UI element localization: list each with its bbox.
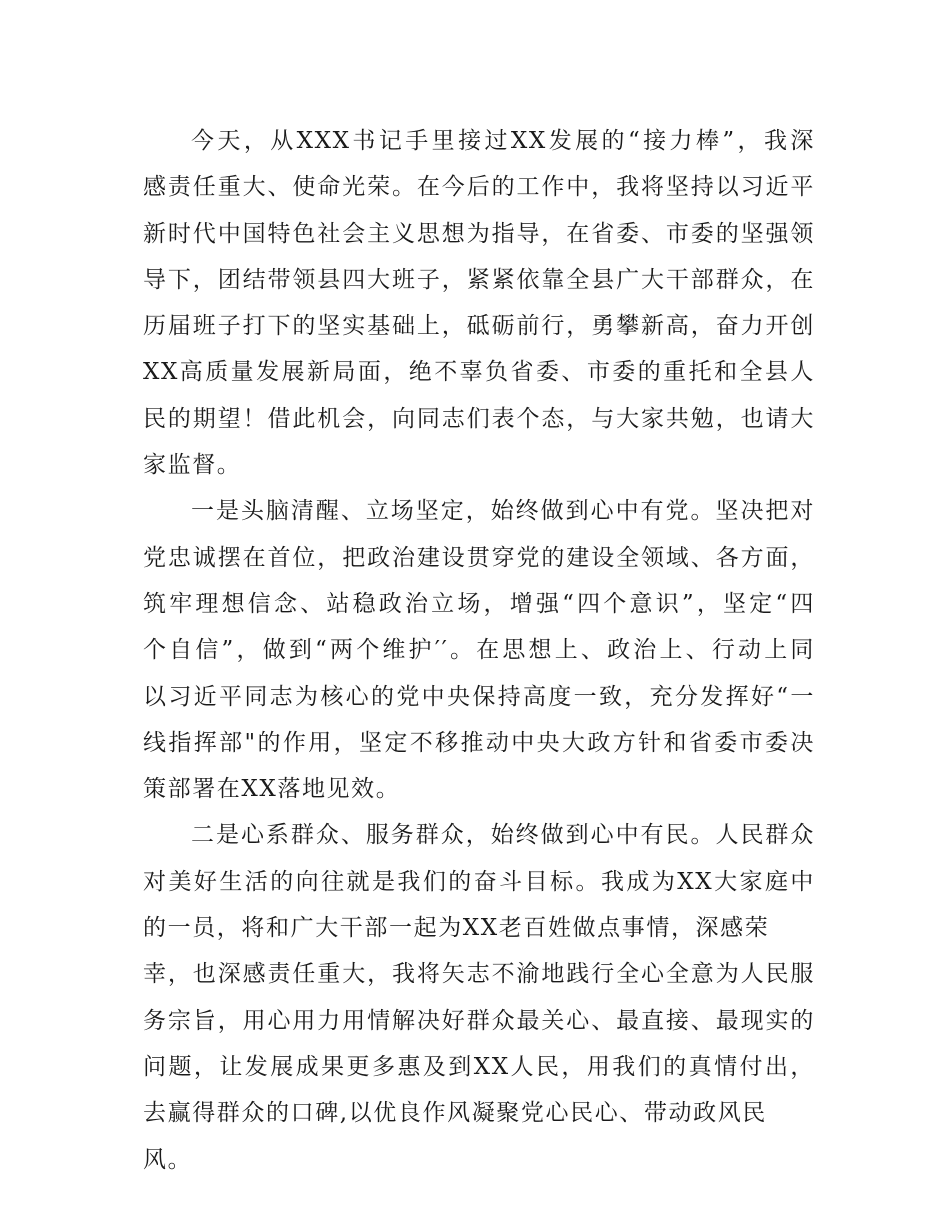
paragraph-3-line-2: 对美好生活的向往就是我们的奋斗目标。我成为XX大家庭中 xyxy=(143,868,815,895)
paragraph-1-line-6: XX高质量发展新局面，绝不辜负省委、市委的重托和全县人 xyxy=(143,359,815,386)
paragraph-2 xyxy=(143,488,815,812)
paragraph-1-line-1: 今天，从XXX书记手里接过XX发展的“接力棒”，我深 xyxy=(191,128,815,154)
paragraph-2-line-2: 党忠诚摆在首位，把政治建设贯穿党的建设全领域、各方面， xyxy=(143,544,815,571)
paragraph-1-line-4: 导下，团结带领县四大班子，紧紧依靠全县广大干部群众，在 xyxy=(143,266,815,293)
paragraph-3-line-5: 务宗旨，用心用力用情解决好群众最关心、最直接、最现实的 xyxy=(143,1007,815,1034)
paragraph-2-line-3: 筑牢理想信念、站稳政治立场，增强“四个意识”，坚定“四 xyxy=(143,590,815,617)
paragraph-2-line-7: 策部署在XX落地见效。 xyxy=(143,776,401,803)
paragraph-2-line-4: 个自信”，做到“两个维护′′。在思想上、政治上、行动上同 xyxy=(143,637,815,664)
paragraph-1-line-3: 新时代中国特色社会主义思想为指导，在省委、市委的坚强领 xyxy=(143,220,815,247)
paragraph-3-line-4: 幸，也深感责任重大，我将矢志不渝地践行全心全意为人民服 xyxy=(143,961,815,988)
paragraph-3 xyxy=(143,812,815,1182)
paragraph-2-line-6: 线指挥部"的作用，坚定不移推动中央大政方针和省委市委决 xyxy=(143,729,815,756)
paragraph-1 xyxy=(143,118,815,488)
paragraph-3-line-1: 二是心系群众、服务群众，始终做到心中有民。人民群众 xyxy=(191,822,815,849)
paragraph-1-line-7: 民的期望！借此机会，向同志们表个态，与大家共勉，也请大 xyxy=(143,405,815,432)
paragraph-1-line-2: 感责任重大、使命光荣。在今后的工作中，我将坚持以习近平 xyxy=(143,174,815,201)
paragraph-1-line-5: 历届班子打下的坚实基础上，砥砺前行，勇攀新高，奋力开创 xyxy=(143,313,815,340)
paragraph-2-line-5: 以习近平同志为核心的党中央保持高度一致，充分发挥好“一 xyxy=(143,683,815,710)
paragraph-1-line-8: 家监督。 xyxy=(143,452,242,479)
paragraph-3-line-7: 去赢得群众的口碑,以优良作风凝聚党心民心、带动政风民 xyxy=(143,1100,767,1127)
paragraph-3-line-6: 问题，让发展成果更多惠及到XX人民，用我们的真情付出， xyxy=(143,1053,815,1080)
paragraph-2-line-1: 一是头脑清醒、立场坚定，始终做到心中有党。坚决把对 xyxy=(191,498,815,525)
document-page xyxy=(143,118,815,1183)
paragraph-3-line-8: 风。 xyxy=(143,1146,193,1173)
paragraph-3-line-3: 的一员，将和广大干部一起为XX老百姓做点事情，深感荣 xyxy=(143,915,770,942)
